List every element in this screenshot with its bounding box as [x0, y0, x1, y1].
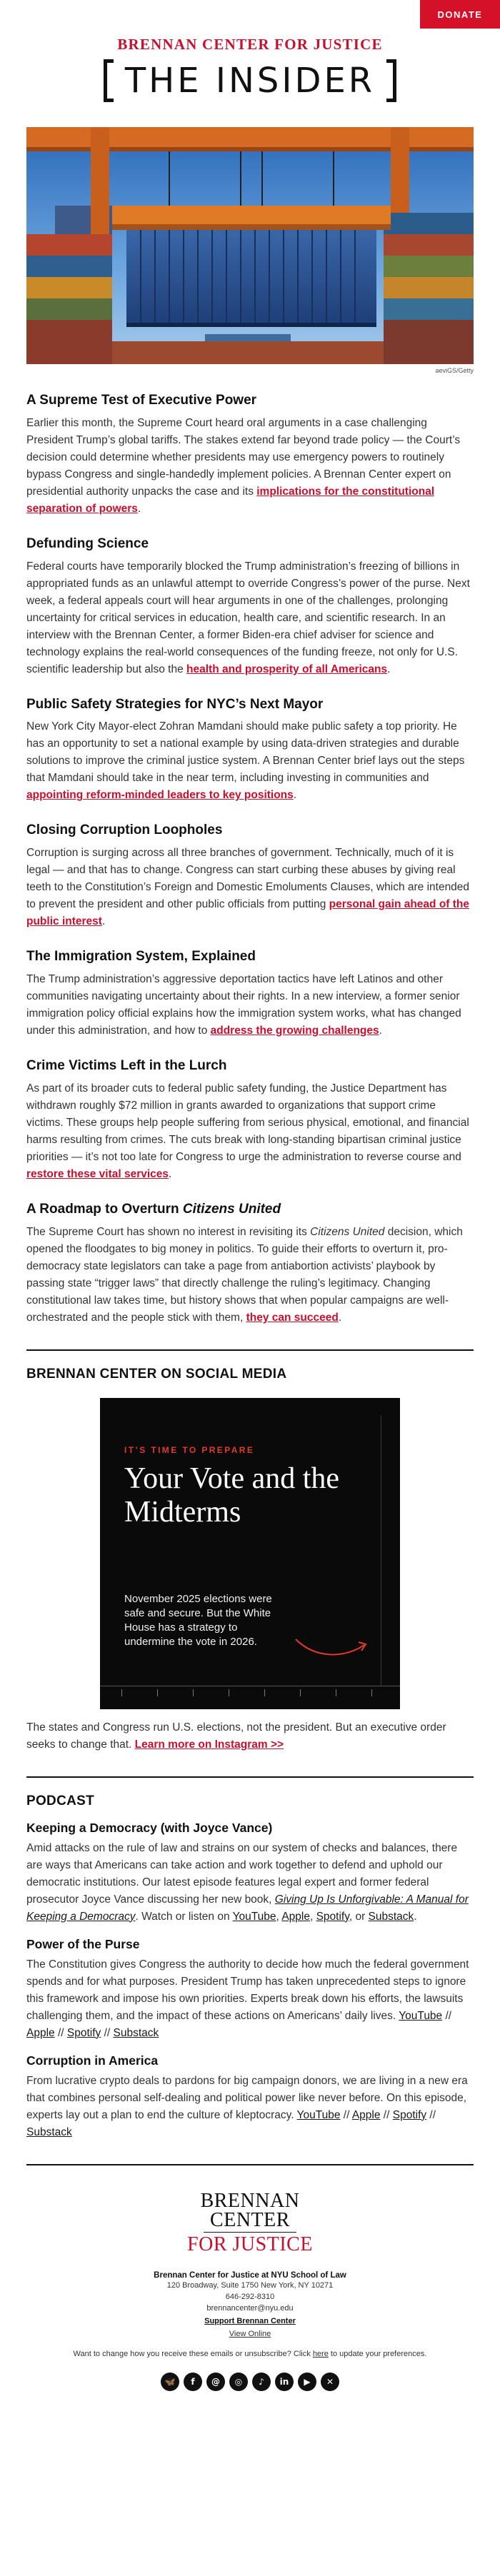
episode-title: Keeping a Democracy (with Joyce Vance) [26, 1820, 273, 1835]
article-title: A Roadmap to Overturn Citizens United [26, 1201, 281, 1217]
youtube-link[interactable]: YouTube [232, 1910, 276, 1923]
episode-body: Amid attacks on the rule of law and strains on our system of checks and balances, there are ways that Americans can take action and work together to defend and uphold our democratic institutions. Our latest episode features legal expert and former federal prosecutor Joyce Vance discussing her new book, Giving Up Is Unforgivable: A Manual for Keeping a Democracy. Watch or listen on YouTube, Apple, Spotify, or Substack. [26, 1841, 469, 1923]
section-divider [26, 1776, 474, 1778]
youtube-link[interactable]: YouTube [399, 2009, 443, 2022]
right-bracket [386, 59, 396, 102]
apple-link[interactable]: Apple [351, 2108, 381, 2121]
logo-line: BRENNAN [200, 2189, 300, 2212]
article-title: A Supreme Test of Executive Power [26, 393, 257, 408]
article-title: Crime Victims Left in the Lurch [26, 1057, 227, 1073]
arrow-icon [293, 1626, 371, 1662]
article-link[interactable]: address the growing challenges [210, 1024, 379, 1037]
hero-image [26, 127, 474, 364]
shipping-port-illustration [26, 127, 474, 364]
substack-link[interactable]: Substack [113, 2026, 159, 2039]
article [26, 822, 474, 930]
instagram-link[interactable]: Learn more on Instagram >> [134, 1738, 284, 1751]
article-title: Defunding Science [26, 535, 149, 551]
article-link[interactable]: personal gain ahead of the public interest [26, 898, 470, 928]
youtube-link[interactable]: YouTube [296, 2108, 341, 2121]
article [26, 536, 474, 678]
social-section-title: BRENNAN CENTER ON SOCIAL MEDIA [26, 1366, 287, 1382]
social-section [26, 1367, 474, 1754]
article-body: Federal courts have temporarily blocked the Trump administration’s freezing of billions in appropriated funds as an unlawful attempt to override Congress’s power of the purse. Next week, a federal appeals court will hear arguments in one of the challenges, prolonging uncertainty for critical services in education, health care, and scientific research. In an interview with the Brennan Center, a former Biden-era chief adviser for science and technology explains the real-world consequences of the funding freeze, not only for U.S. scientific leadership but also the health and prosperity of all Americans. [26, 560, 470, 675]
card-ticks [100, 1689, 400, 1696]
article-body: Corruption is surging across all three branches of government. Technically, much of it is legal — and that has to change. Congress can start curbing these abuses by giving real teeth to the Constitution’s Foreign and Domestic Emoluments Clauses, which are intended to prevent the president and other public officials from putting personal gain ahead of the public interest. [26, 847, 470, 928]
article [26, 393, 474, 518]
episode-title: Corruption in America [26, 2053, 159, 2068]
article-citizens-united [26, 1202, 474, 1327]
view-online-link[interactable]: View Online [229, 2329, 271, 2338]
threads-icon[interactable]: @ [206, 2373, 225, 2391]
instagram-icon[interactable]: ◎ [229, 2373, 248, 2391]
article-body: As part of its broader cuts to federal public safety funding, the Justice Department has withdrawn roughly $72 million in grants awarded to organizations that support crime victims. These groups help people suffering from serious physical, emotional, and financial harms resulting from crimes. The cuts break with long-standing bipartisan criminal justice priorities — it’s not too late for Congress to urge the administration to reverse course and restore these vital services. [26, 1082, 469, 1180]
episode-body: The Constitution gives Congress the authority to decide how much the federal government spends and for what purposes. President Trump has taken unprecedented steps to ignore this framework and impose his own priorities. Experts break down his efforts, the lawsuits challenging them, and the impact of these actions on Americans’ daily lives. YouTube // Apple // Spotify // Substack [26, 1958, 469, 2039]
tiktok-icon[interactable]: ♪ [252, 2373, 271, 2391]
episode-body: From lucrative crypto deals to pardons for big campaign donors, we are living in a new era that combines personal self-dealing and political power like never before. On this episode, experts lay out a plan to end the culture of kleptocracy. YouTube // Apple // Spotify // Substack [26, 2074, 468, 2138]
article-link[interactable]: restore these vital services [26, 1167, 169, 1180]
preferences-link[interactable]: here [312, 2349, 329, 2358]
article-body: The Trump administration’s aggressive deportation tactics have left Latinos and other communities navigating uncertainty about their rights. In a new interview, a former senior immigration policy official explains how the immigration system works, what has changed under this administration, and how to address the growing challenges. [26, 972, 461, 1037]
donate-button[interactable]: DONATE [420, 0, 500, 29]
apple-link[interactable]: Apple [26, 2026, 55, 2039]
podcast-episode [26, 2053, 474, 2141]
article [26, 1058, 474, 1183]
article-link[interactable]: appointing reform-minded leaders to key positions [26, 789, 294, 802]
section-divider [26, 2164, 474, 2165]
brennan-center-logo [187, 2191, 313, 2254]
substack-link[interactable]: Substack [368, 1910, 414, 1923]
footer-org: Brennan Center for Justice at NYU School of Law [154, 2270, 346, 2280]
article-body: Earlier this month, the Supreme Court heard oral arguments in a case challenging President Trump’s global tariffs. The stakes extend far beyond trade policy — the Court’s decision could determine whether presidents may use emergency powers to routinely bypass Congress and single-handedly implement policies. A Brennan Center expert on presidential authority unpacks the case and its implications for the constitutional separation of powers. [26, 416, 461, 515]
card-body: November 2025 elections were safe and secure. But the White House has a strategy to undermine the vote in 2026. [124, 1592, 272, 1648]
apple-link[interactable]: Apple [281, 1910, 310, 1923]
book-link[interactable]: Giving Up Is Unforgivable: A Manual for Keeping a Democracy [26, 1893, 469, 1923]
podcast-section [26, 1793, 474, 2141]
masthead [0, 31, 500, 106]
article-link[interactable]: implications for the constitutional separation of powers [26, 485, 435, 515]
footer-preferences: Want to change how you receive these emails or unsubscribe? Click here to update your preferences. [73, 2349, 427, 2358]
podcast-episode [26, 1937, 474, 2042]
logo-line: CENTER [210, 2208, 290, 2231]
facebook-icon[interactable]: f [184, 2373, 202, 2391]
logo-rule [204, 2232, 296, 2233]
footer-address: 120 Broadway, Suite 1750 New York, NY 10271 [166, 2280, 334, 2290]
episode-title: Power of the Purse [26, 1936, 140, 1951]
donate-bar [0, 0, 500, 31]
newsletter-title [104, 58, 396, 104]
article-link[interactable]: health and prosperity of all Americans [186, 663, 388, 675]
spotify-link[interactable]: Spotify [392, 2108, 427, 2121]
card-title: Your Vote and the Midterms [124, 1461, 340, 1529]
section-divider [26, 1349, 474, 1351]
footer-email: brennancenter@nyu.edu [206, 2303, 294, 2313]
article-title: Closing Corruption Loopholes [26, 822, 223, 838]
bluesky-icon[interactable]: 🦋 [161, 2373, 179, 2391]
linkedin-icon[interactable]: in [275, 2373, 294, 2391]
left-bracket [104, 59, 114, 102]
support-link[interactable]: Support Brennan Center [204, 2316, 296, 2325]
x-icon[interactable]: ✕ [321, 2373, 339, 2391]
footer-phone: 646-292-8310 [225, 2292, 275, 2301]
footer [0, 2191, 500, 2404]
spotify-link[interactable]: Spotify [66, 2026, 101, 2039]
logo-line: FOR JUSTICE [187, 2233, 313, 2255]
hero-credit: aeviGS/Getty [435, 367, 474, 374]
substack-link[interactable]: Substack [26, 2125, 72, 2138]
instagram-post-card[interactable] [100, 1398, 400, 1709]
youtube-icon[interactable]: ▶ [298, 2373, 316, 2391]
article-body: New York City Mayor-elect Zohran Mamdani should make public safety a top priority. He has an opportunity to set a national example by using data-driven strategies and durable solutions to improve the criminal justice system. A Brennan Center brief lays out the steps that Mamdani should take in the near term, including investing in communities and appointing reform-minded leaders to key positions. [26, 720, 465, 802]
article-link[interactable]: they can succeed [246, 1311, 339, 1324]
article-title: Public Safety Strategies for NYC’s Next Mayor [26, 696, 324, 712]
podcast-episode [26, 1821, 474, 1926]
podcast-section-title: PODCAST [26, 1793, 94, 1808]
article-title: The Immigration System, Explained [26, 949, 256, 965]
newsletter-title-text: THE INSIDER [124, 61, 376, 101]
brand-line: BRENNAN CENTER FOR JUSTICE [117, 36, 383, 53]
card-kicker: IT’S TIME TO PREPARE [124, 1444, 255, 1455]
spotify-link[interactable]: Spotify [316, 1910, 349, 1923]
social-icons [0, 2373, 500, 2404]
article-body: The Supreme Court has shown no interest in revisiting its Citizens United decision, which opened the floodgates to big money in politics. To guide their efforts to overturn it, pro-democracy state legislators can take a page from antiabortion activists’ playbook by passing state “trigger laws” that directly challenge the ruling’s legitimacy. Changing constitutional law takes time, but history shows that when popular campaigns are well-orchestrated and the people stick with them, they can succeed. [26, 1225, 463, 1324]
social-caption: The states and Congress run U.S. elections, not the president. But an executive order seeks to change that. Learn more on Instagram >> [26, 1721, 446, 1751]
main-content [26, 393, 474, 1327]
article [26, 697, 474, 805]
article [26, 949, 474, 1040]
